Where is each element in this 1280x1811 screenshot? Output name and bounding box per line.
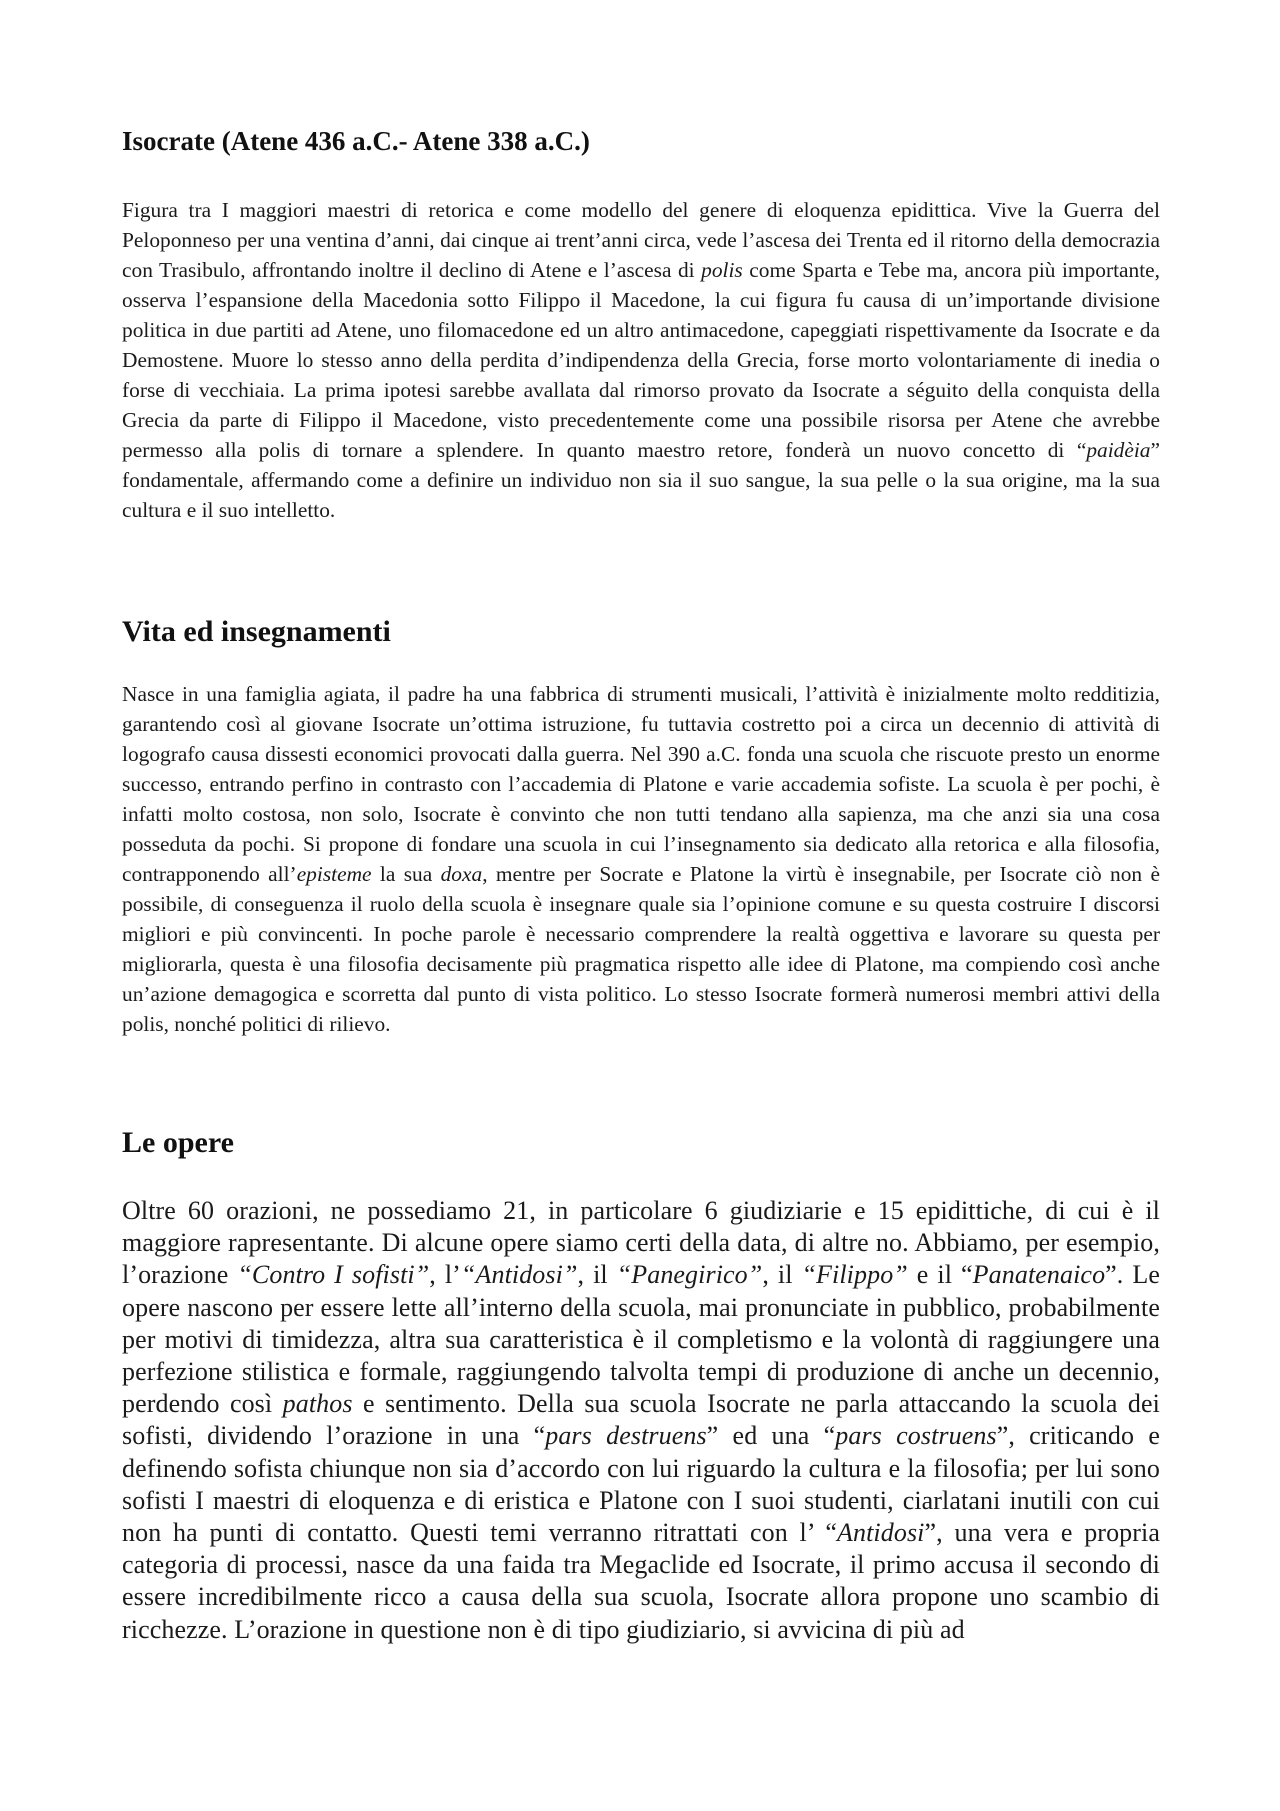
italic-term: “Contro I sofisti” <box>237 1260 430 1290</box>
text-run: ” ed una “ <box>706 1421 836 1451</box>
text-run: e il “ <box>907 1260 973 1290</box>
document-title: Isocrate (Atene 436 a.C.- Atene 338 a.C.) <box>122 126 590 156</box>
italic-term: polis <box>701 258 743 282</box>
text-run: ”, una vera e propria categoria di processi, nasce da una faida tra Megaclide ed Isocrate, il primo accusa il secondo di essere incredibilmente ricco a causa della sua scuola, Isocrate allora propone uno scambio di ricchezze. L’orazione in questione non è di tipo giudiziario, si avvicina di più ad <box>122 1518 1160 1644</box>
italic-term: doxa <box>440 862 483 886</box>
italic-term: “Filippo” <box>801 1260 908 1290</box>
italic-term: paidèia <box>1086 438 1151 462</box>
text-run: ”, criticando e definendo sofista chiunque non sia d’accordo con lui riguardo la cultura e la filosofia; per lui sono sofisti I maestri di eloquenza e di eristica e Platone con I suoi studenti, ciarlatani inutili con cui non ha punti di contatto. Questi temi verranno ritrattati con l’ “ <box>122 1421 1160 1548</box>
opere-paragraph <box>122 1195 1160 1646</box>
text-run: , il <box>577 1260 617 1290</box>
intro-paragraph <box>122 195 1160 525</box>
italic-term: episteme <box>296 862 372 886</box>
italic-term: pars costruens <box>835 1421 997 1451</box>
text-run: Nasce in una famiglia agiata, il padre ha una fabbrica di strumenti musicali, l’attività è inizialmente molto redditizia, garantendo così al giovane Isocrate un’ottima istruzione, fu tuttavia costretto poi a circa un decennio di attività di logografo causa dissesti economici provocati dalla guerra. Nel 390 a.C. fonda una scuola che riscuote presto un enorme successo, entrando perfino in contrasto con l’accademia di Platone e varie accademia sofiste. La scuola è per pochi, è infatti molto costosa, non solo, Isocrate è convinto che non tutti tendano alla sapienza, ma che anzi sia una cosa posseduta da pochi. Si propone di fondare una scuola in cui l’insegnamento sia dedicato alla retorica e alla filosofia, contrapponendo all’ <box>122 682 1160 886</box>
section-heading-opere: Le opere <box>122 1126 234 1159</box>
text-run: , l’ <box>429 1260 461 1290</box>
text-run: Oltre 60 orazioni, ne possediamo 21, in particolare 6 giudiziarie e 15 epidittiche, di cui è il maggiore rapresentante. Di alcune opere siamo certi della data, di altre no. Abbiamo, per esempio, l’orazione <box>122 1196 1160 1290</box>
italic-term: pathos <box>282 1389 353 1419</box>
section-heading-vita: Vita ed insegnamenti <box>122 615 391 648</box>
text-run: ”. Le opere nascono per essere lette all’interno della scuola, mai pronunciate in pubblico, probabilmente per motivi di timidezza, altra sua caratteristica è il completismo e la volontà di raggiungere una perfezione stilistica e formale, raggiungendo talvolta tempi di produzione di anche un decennio, perdendo così <box>122 1260 1160 1419</box>
italic-term: “Panegirico” <box>616 1260 763 1290</box>
text-run: come Sparta e Tebe ma, ancora più importante, osserva l’espansione della Macedonia sotto Filippo il Macedone, la cui figura fu causa di un’importande divisione politica in due partiti ad Atene, uno filomacedone ed un altro antimacedone, capeggiati rispettivamente da Isocrate e da Demostene. Muore lo stesso anno della perdita d’indipendenza della Grecia, forse morto volontariamente di inedia o forse di vecchiaia. La prima ipotesi sarebbe avallata dal rimorso provato da Isocrate a séguito della conquista della Grecia da parte di Filippo il Macedone, visto precedentemente come una possibile risorsa per Atene che avrebbe permesso alla polis di tornare a splendere. In quanto maestro retore, fonderà un nuovo concetto di “ <box>122 258 1160 462</box>
text-run: la sua <box>371 862 441 886</box>
italic-term: “Antidosi” <box>460 1260 578 1290</box>
italic-term: pars destruens <box>545 1421 707 1451</box>
text-run: Figura tra I maggiori maestri di retorica e come modello del genere di eloquenza epidittica. Vive la Guerra del Peloponneso per una ventina d’anni, dai cinque ai trent’anni circa, vede l’ascesa dei Trenta ed il ritorno della democrazia con Trasibulo, affrontando inoltre il declino di Atene e l’ascesa di <box>122 198 1160 282</box>
italic-term: Antidosi <box>837 1518 925 1548</box>
text-run: ” fondamentale, affermando come a definire un individuo non sia il suo sangue, la sua pelle o la sua origine, ma la sua cultura e il suo intelletto. <box>122 438 1160 522</box>
italic-term: Panatenaico <box>972 1260 1106 1290</box>
text-run: , mentre per Socrate e Platone la virtù è insegnabile, per Isocrate ciò non è possibile, di conseguenza il ruolo della scuola è insegnare quale sia l’opinione comune e su questa costruire I discorsi migliori e più convincenti. In poche parole è necessario comprendere la realtà oggettiva e lavorare su questa per migliorarla, questa è una filosofia decisamente più pragmatica rispetto alle idee di Platone, ma compiendo così anche un’azione demagogica e scorretta dal punto di vista politico. Lo stesso Isocrate formerà numerosi membri attivi della polis, nonché politici di rilievo. <box>122 862 1160 1036</box>
vita-paragraph <box>122 679 1160 1039</box>
text-run: e sentimento. Della sua scuola Isocrate ne parla attaccando la scuola dei sofisti, dividendo l’orazione in una “ <box>122 1389 1160 1451</box>
text-run: , il <box>762 1260 802 1290</box>
